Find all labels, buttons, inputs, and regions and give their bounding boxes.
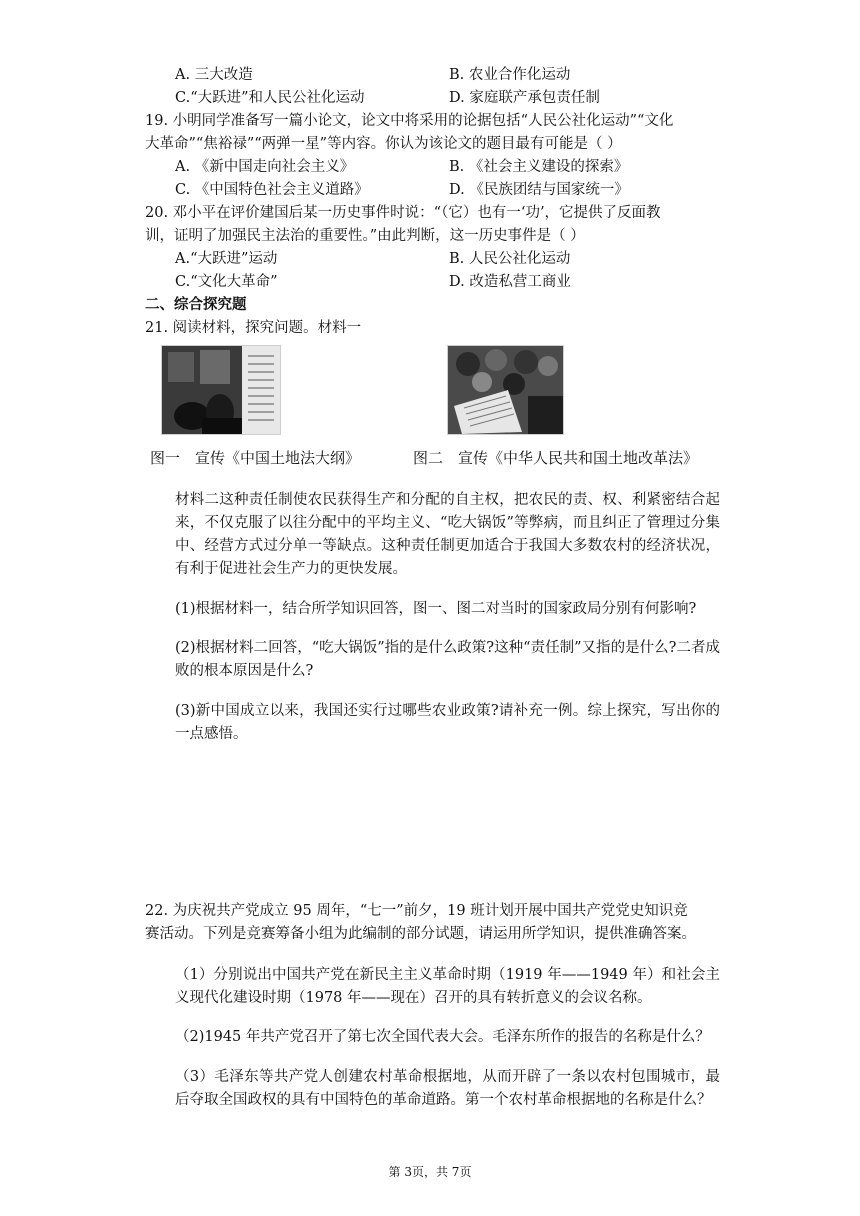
q21-intro: 21. 阅读材料，探究问题。材料一 xyxy=(145,320,362,336)
q19-option-a: A. 《新中国走向社会主义》 xyxy=(175,159,355,175)
q20-option-a: A.“大跃进”运动 xyxy=(175,251,278,267)
q18-option-a: A. 三大改造 xyxy=(175,67,253,83)
q20-stem-line2: 训，证明了加强民主法治的重要性。”由此判断，这一历史事件是（ ） xyxy=(145,228,585,244)
section-title: 二、综合探究题 xyxy=(145,296,247,313)
q20-stem-line1: 20. 邓小平在评价建国后某一历史事件时说：“（它）也有一‘功’，它提供了反面教 xyxy=(145,205,661,221)
q18-option-d: D. 家庭联产承包责任制 xyxy=(449,90,600,106)
q18-option-c: C.“大跃进”和人民公社化运动 xyxy=(175,90,365,106)
figure-2-photo xyxy=(447,345,564,435)
q22-subquestion-3: （3）毛泽东等共产党人创建农村革命根据地，从而开辟了一条以农村包围城市，最后夺取全国政权的具有中国特色的革命道路。第一个农村革命根据地的名称是什么？ xyxy=(175,1069,720,1108)
q20-option-c: C.“文化大革命” xyxy=(175,274,278,290)
q20-option-d: D. 改造私营工商业 xyxy=(449,274,571,290)
page-footer: 第 3页，共 7页 xyxy=(388,1165,472,1179)
q22-subquestion-2: （2)1945 年共产党召开了第七次全国代表大会。毛泽东所作的报告的名称是什么？ xyxy=(175,1029,710,1045)
q21-subquestion-1: (1)根据材料一，结合所学知识回答，图一、图二对当时的国家政局分别有何影响? xyxy=(175,601,697,617)
figure-1-photo xyxy=(161,345,281,435)
figure-1-caption: 图一 宣传《中国土地法大纲》 xyxy=(150,449,361,467)
q21-material-2: 材料二这种责任制使农民获得生产和分配的自主权，把农民的责、权、利紧密结合起来，不仅克服了以往分配中的平均主义、“吃大锅饭”等弊病，而且纠正了管理过分集中、经营方式过分单一等缺点。这种责任制更加适合于我国大多数农村的经济状况，有利于促进社会生产力的更快发展。 xyxy=(175,492,720,577)
q20-option-b: B. 人民公社化运动 xyxy=(449,251,571,267)
q19-stem-line2: 大革命”“焦裕禄”“两弹一星”等内容。你认为该论文的题目最有可能是（ ） xyxy=(145,136,622,152)
q19-option-d: D. 《民族团结与国家统一》 xyxy=(449,182,629,198)
figure-2-image xyxy=(448,346,563,434)
q21-subquestion-3: (3)新中国成立以来，我国还实行过哪些农业政策?请补充一例。综上探究，写出你的一点感悟。 xyxy=(175,703,720,742)
q18-option-b: B. 农业合作化运动 xyxy=(449,67,571,83)
q21-subquestion-2: (2)根据材料二回答，“吃大锅饭”指的是什么政策?这种“责任制”又指的是什么?二者成败的根本原因是什么? xyxy=(175,640,720,679)
figure-1-image xyxy=(162,346,280,434)
q19-option-c: C. 《中国特色社会主义道路》 xyxy=(175,182,369,198)
q22-intro-line1: 22. 为庆祝共产党成立 95 周年，“七一”前夕，19 班计划开展中国共产党党史知识竞 xyxy=(145,903,688,919)
q22-subquestion-1: （1）分别说出中国共产党在新民主主义革命时期（1919 年——1949 年）和社会主义现代化建设时期（1978 年——现在）召开的具有转折意义的会议名称。 xyxy=(175,967,720,1006)
q22-intro-line2: 赛活动。下列是竞赛筹备小组为此编制的部分试题，请运用所学知识，提供准确答案。 xyxy=(145,926,696,942)
q19-option-b: B. 《社会主义建设的探索》 xyxy=(449,159,629,175)
figure-2-caption: 图二 宣传《中华人民共和国土地改革法》 xyxy=(413,449,699,467)
q19-stem-line1: 19. 小明同学准备写一篇小论文，论文中将采用的论据包括“人民公社化运动”“文化 xyxy=(145,113,674,129)
